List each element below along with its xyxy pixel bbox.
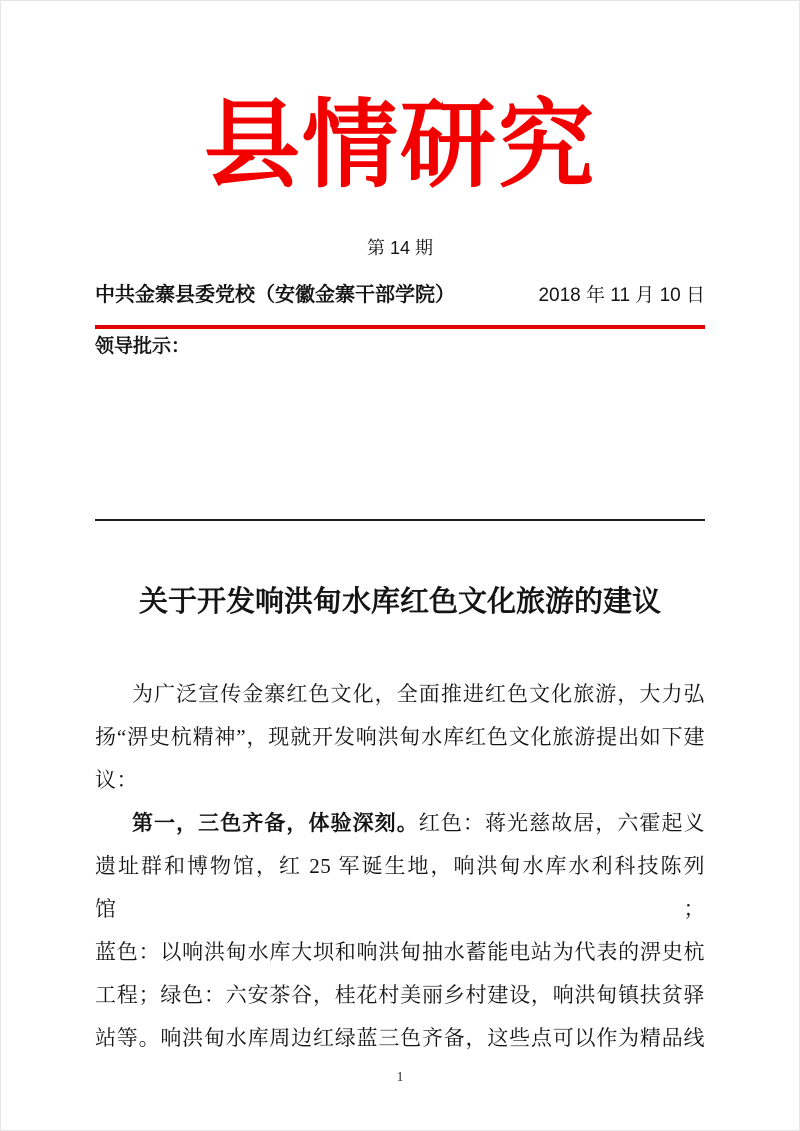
leader-note-blank-area	[95, 359, 705, 519]
body-text: 红色：蒋光慈故居，六霍起义	[418, 811, 706, 835]
body-text: 扬“淠史杭精神”，现就开发响洪甸水库红色文化旅游提出如下建	[95, 725, 705, 749]
body-text: 为广泛宣传金寨红色文化，全面推进红色文化旅游，大力弘	[132, 682, 705, 706]
body-text: 蓝色：以响洪甸水库大坝和响洪甸抽水蓄能电站为代表的淠史杭	[95, 940, 705, 964]
page-number: 1	[396, 1070, 404, 1085]
red-separator-rule	[95, 325, 705, 329]
article-title: 关于开发响洪甸水库红色文化旅游的建议	[138, 586, 661, 618]
section-divider-rule	[95, 519, 705, 521]
publish-date: 2018 年 11 月 10 日	[538, 285, 705, 306]
body-text-line	[95, 759, 705, 802]
body-text-line	[95, 716, 705, 759]
issue-number: 第 14 期	[366, 238, 434, 258]
article-body	[95, 673, 705, 1060]
body-text-line	[95, 1017, 705, 1060]
body-text: 站等。响洪甸水库周边红绿蓝三色齐备，这些点可以作为精品线	[95, 1026, 705, 1050]
org-date-row	[95, 281, 705, 310]
body-text: 工程；绿色：六安茶谷，桂花村美丽乡村建设，响洪甸镇扶贫驿	[95, 983, 705, 1007]
body-text-line	[95, 845, 705, 931]
body-text-line	[95, 673, 705, 716]
body-text-bold-lead: 第一，三色齐备，体验深刻。	[132, 811, 419, 835]
masthead-title: 县情研究	[204, 92, 596, 199]
leader-note-label: 领导批示：	[95, 336, 191, 357]
body-text-line	[95, 974, 705, 1017]
body-text: 议：	[95, 768, 138, 792]
organization-name: 中共金寨县委党校（安徽金寨干部学院）	[95, 284, 455, 306]
body-text-line	[95, 931, 705, 974]
body-text-line	[95, 802, 705, 845]
body-text: 遗址群和博物馆，红 25 军诞生地，响洪甸水库水利科技陈列馆；	[95, 854, 705, 921]
